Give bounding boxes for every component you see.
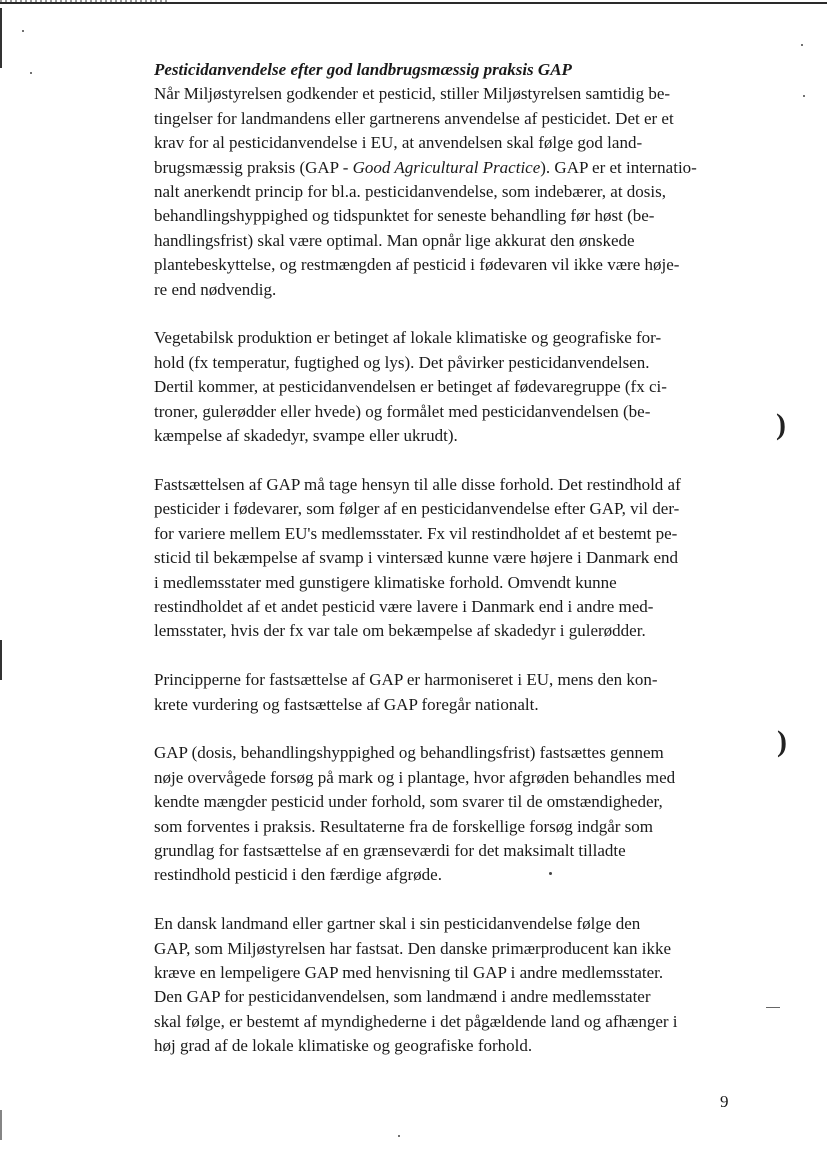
text-line: kendte mængder pesticid under forhold, som svarer til de omstændigheder, [154,792,663,812]
text-line: hold (fx temperatur, fugtighed og lys). Det påvirker pesticidanvendelsen. [154,352,650,372]
paragraph [154,912,744,1058]
text-line: handlingsfrist) skal være optimal. Man opnår lige akkurat den ønskede [154,230,635,250]
text-line: GAP, som Miljøstyrelsen har fastsat. Den danske primærproducent kan ikke [154,938,671,958]
scan-dash [766,1007,780,1008]
text-line: i medlemsstater med gunstigere klimatiske forhold. Omvendt kunne [154,572,617,592]
text-line: for variere mellem EU's medlemsstater. Fx vil restindholdet af et bestemt pe- [154,523,678,543]
text-line: re end nødvendig. [154,279,277,299]
text-line: lemsstater, hvis der fx var tale om bekæmpelse af skadedyr i gulerødder. [154,621,646,641]
text-line: brugsmæssig praksis (GAP - Good Agricultural Practice). GAP er et internatio- [154,157,697,177]
text-line: skal følge, er bestemt af myndighederne i det pågældende land og afhænger i [154,1011,678,1031]
text-line: troner, gulerødder eller hvede) og formålet med pesticidanvendelsen (be- [154,401,651,421]
margin-parenthesis-mark: ) [777,725,787,758]
paragraph-lines [154,82,744,302]
top-border-rule [0,2,827,4]
top-border-speckle [0,0,170,2]
text-line: restindhold pesticid i den færdige afgrøde. [154,865,442,885]
text-line: Den GAP for pesticidanvendelsen, som landmænd i andre medlemsstater [154,987,651,1007]
text-line: pesticider i fødevarer, som følger af en pesticidanvendelse efter GAP, vil der- [154,499,680,519]
left-scan-edge [0,8,2,68]
text-line: tingelser for landmandens eller gartnerens anvendelse af pesticidet. Det er et [154,108,674,128]
page-number: 9 [720,1092,729,1111]
scan-speck [30,72,32,74]
paragraph [154,58,744,302]
text-line: En dansk landmand eller gartner skal i sin pesticidanvendelse følge den [154,914,641,934]
paragraph [154,326,744,448]
text-line: Når Miljøstyrelsen godkender et pesticid, stiller Miljøstyrelsen samtidig be- [154,84,671,104]
text-line: behandlingshyppighed og tidspunktet for seneste behandling før høst (be- [154,206,655,226]
text-line: Principperne for fastsættelse af GAP er harmoniseret i EU, mens den kon- [154,670,658,690]
text-line: Fastsættelsen af GAP må tage hensyn til alle disse forhold. Det restindhold af [154,474,681,494]
text-line: restindholdet af et andet pesticid være lavere i Danmark end i andre med- [154,596,654,616]
text-line: kæmpelse af skadedyr, svampe eller ukrudt). [154,426,458,446]
scan-speck [803,95,805,97]
scan-speck [801,44,803,46]
left-scan-edge [0,640,2,680]
text-line: plantebeskyttelse, og restmængden af pesticid i fødevaren vil ikke være høje- [154,255,680,275]
paragraph [154,741,744,887]
text-line: GAP (dosis, behandlingshyppighed og behandlingsfrist) fastsættes gennem [154,743,664,763]
text-line: Vegetabilsk produktion er betinget af lokale klimatiske og geografiske for- [154,328,662,348]
text-line: krav for al pesticidanvendelse i EU, at anvendelsen skal følge god land- [154,133,643,153]
scan-speck [22,30,24,32]
text-line: sticid til bekæmpelse af svamp i vintersæd kunne være højere i Danmark end [154,548,679,568]
text-line: kræve en lempeligere GAP med henvisning til GAP i andre medlemsstater. [154,962,664,982]
text-line: høj grad af de lokale klimatiske og geografiske forhold. [154,1036,533,1056]
section-heading: Pesticidanvendelse efter god landbrugsmæssig praksis GAP [154,60,572,79]
text-line: nøje overvågede forsøg på mark og i plantage, hvor afgrøden behandles med [154,767,676,787]
text-line: nalt anerkendt princip for bl.a. pesticidanvendelse, som indebærer, at dosis, [154,182,667,202]
emphasis-text: Good Agricultural Practice [352,157,541,177]
text-line: krete vurdering og fastsættelse af GAP foregår nationalt. [154,694,539,714]
scan-speck [398,1135,400,1137]
paragraph [154,668,744,717]
margin-parenthesis-mark: ) [776,408,786,441]
left-scan-edge [0,1110,2,1140]
paragraph [154,473,744,644]
text-line: som forventes i praksis. Resultaterne fra de forskellige forsøg indgår som [154,816,654,836]
text-line: grundlag for fastsættelse af en grænseværdi for det maksimalt tilladte [154,840,626,860]
text-line: Dertil kommer, at pesticidanvendelsen er betinget af fødevaregruppe (fx ci- [154,377,667,397]
document-body [154,58,744,1083]
